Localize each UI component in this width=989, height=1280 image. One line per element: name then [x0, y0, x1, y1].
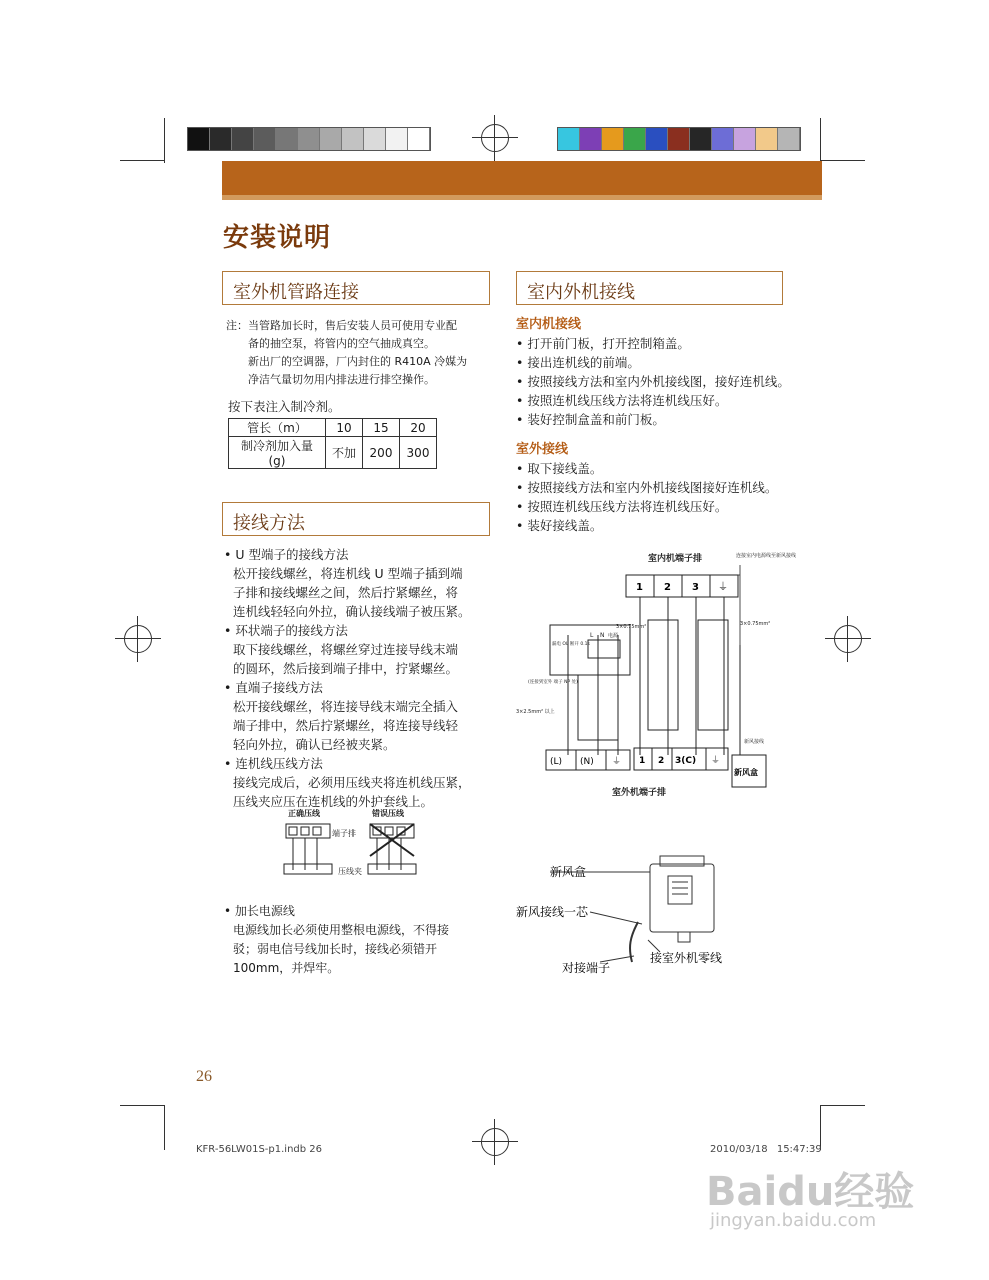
fresh-air-figure	[510, 852, 770, 982]
method-body: 连机线轻轻向外拉，确认接线端子被压紧。	[233, 604, 471, 619]
color-swatch	[210, 128, 232, 150]
neutral-caption: 接室外机零线	[650, 951, 723, 965]
method-head: • 直端子接线方法	[224, 680, 323, 695]
section-title-pipe: 室外机管路连接	[222, 271, 490, 305]
outdoor-term-ground-left: ⏚	[612, 757, 622, 767]
list-item: • 打开前门板，打开控制箱盖。	[516, 334, 816, 353]
np-note: (连接到室外 端子 NP 处)	[528, 680, 578, 685]
refrigerant-table	[228, 418, 437, 469]
method-head: • 连机线压线方法	[224, 756, 323, 771]
outdoor-term-ground-right: ⏚	[711, 756, 721, 766]
wire-bundle	[550, 565, 740, 755]
table-cell: 20	[400, 419, 437, 437]
color-swatch	[712, 128, 734, 150]
crop-mark	[820, 1105, 865, 1106]
outdoor-term-3c: 3(C)	[675, 756, 697, 766]
cable-label-2: 3×0.75mm²	[740, 621, 771, 627]
table-cell: 200	[363, 437, 400, 469]
color-swatch	[624, 128, 646, 150]
outdoor-term-n: (N)	[580, 757, 594, 767]
method-body: 的圆环，然后接到端子排中，拧紧螺丝。	[233, 661, 459, 676]
outdoor-term-2: 2	[658, 756, 665, 766]
clamp-label: 压线夹	[338, 867, 362, 876]
list-item: • 按照连机线压线方法将连机线压好。	[516, 497, 816, 516]
color-swatch	[188, 128, 210, 150]
list-item: • 按照接线方法和室内外机接线图接好连机线。	[516, 478, 816, 497]
color-swatch	[602, 128, 624, 150]
page-title: 安装说明	[223, 223, 332, 253]
color-swatch	[232, 128, 254, 150]
list-item: • 装好接线盖。	[516, 516, 816, 535]
grayscale-bar	[187, 127, 431, 151]
section-title-wiring: 接线方法	[222, 502, 490, 536]
crop-mark	[820, 118, 821, 163]
method-body: 压线夹应压在连机线的外护套线上。	[233, 794, 434, 809]
header-banner	[222, 161, 822, 200]
indoor-term-3: 3	[692, 582, 699, 593]
indoor-strip-label: 室内机端子排	[648, 554, 703, 564]
color-swatch	[690, 128, 712, 150]
footer-file: KFR-56LW01S-p1.indb 26	[196, 1144, 323, 1155]
wiring-methods	[224, 545, 499, 811]
crop-mark	[164, 118, 165, 163]
watermark-logo: Baidu经验	[706, 1169, 915, 1215]
list-item: • 接出连机线的前端。	[516, 353, 816, 372]
footer-date-text: 2010/03/18	[710, 1144, 768, 1155]
method-body: 轻向外拉，确认已经被夹紧。	[233, 737, 396, 752]
method-body: 子排和接线螺丝之间，然后拧紧螺丝，将	[233, 585, 459, 600]
note-line: 新出厂的空调器，厂内封住的 R410A 冷媒为	[248, 355, 468, 368]
cable-label-3: 3×2.5mm² 以上	[516, 709, 555, 715]
color-swatch	[756, 128, 778, 150]
color-swatch	[668, 128, 690, 150]
outdoor-term-1: 1	[639, 756, 646, 766]
color-swatch	[364, 128, 386, 150]
color-swatch	[734, 128, 756, 150]
clamp-wrong-label: 错误压线	[372, 809, 404, 818]
registration-mark-bottom	[481, 1128, 509, 1156]
connector-caption: 对接端子	[562, 961, 611, 975]
power-label: 电源	[608, 633, 619, 639]
table-row	[229, 437, 437, 469]
crop-mark	[820, 160, 865, 161]
method-body: 接线完成后，必须用压线夹将连机线压紧，	[233, 775, 471, 790]
pipe-note	[226, 317, 496, 389]
table-cell: 10	[326, 419, 363, 437]
outdoor-list	[516, 459, 816, 535]
page-number: 26	[196, 1068, 212, 1085]
power-section	[224, 902, 494, 978]
power-body: 驳；弱电信号线加长时，接线必须错开	[233, 942, 438, 956]
clamp-correct-label: 正确压线	[288, 809, 320, 818]
method-head: • 环状端子的接线方法	[224, 623, 348, 638]
color-bar	[557, 127, 801, 151]
note-line: 净洁气量切勿用内排法进行排空操作。	[248, 373, 435, 386]
top-note: 连接室内电源线至新风接线	[736, 553, 797, 559]
note-line: 备的抽空泵，将管内的空气抽成真空。	[248, 337, 435, 350]
indoor-term-2: 2	[664, 582, 671, 593]
color-swatch	[386, 128, 408, 150]
crop-mark	[164, 1105, 165, 1150]
indoor-head: 室内机接线	[516, 317, 582, 332]
list-item: • 取下接线盖。	[516, 459, 816, 478]
outdoor-strip-label: 室外机端子排	[612, 788, 667, 798]
method-body: 取下接线螺丝，将螺丝穿过连接导线末端	[233, 642, 459, 657]
power-head: • 加长电源线	[224, 904, 295, 918]
color-swatch	[320, 128, 342, 150]
registration-mark-top	[481, 124, 509, 152]
registration-mark-left	[124, 625, 152, 653]
list-item: • 按照接线方法和室内外机接线图，接好连机线。	[516, 372, 816, 391]
fresh-box-caption: 新风盒	[550, 865, 587, 879]
indoor-wiring	[516, 315, 816, 429]
power-body: 100mm，并焊牢。	[233, 961, 340, 975]
indoor-list	[516, 334, 816, 429]
color-swatch	[276, 128, 298, 150]
method-body: 端子排中，然后拧紧螺丝，将连接导线轻	[233, 718, 459, 733]
table-cell: 不加	[326, 437, 363, 469]
cable-label-1: 3×0.75mm²	[616, 624, 647, 630]
color-swatch	[342, 128, 364, 150]
wiring-diagram	[508, 545, 798, 805]
table-row	[229, 419, 437, 437]
method-body: 松开接线螺丝，将连接导线末端完全插入	[233, 699, 459, 714]
l-label: L	[590, 632, 594, 639]
n-label: N	[600, 632, 605, 639]
color-swatch	[298, 128, 320, 150]
note-line: 注：当管路加长时，售后安装人员可使用专业配	[226, 319, 457, 332]
breaker-note: 漏电 OL 断开 0.1s	[552, 642, 590, 647]
fresh-wire-note: 新风接线	[744, 739, 765, 745]
list-item: • 按照连机线压线方法将连机线压好。	[516, 391, 816, 410]
crop-mark	[120, 160, 165, 161]
method-body: 松开接线螺丝，将连机线 U 型端子插到端	[233, 566, 463, 581]
fresh-box-label: 新风盒	[734, 768, 758, 777]
terminal-label: 端子排	[332, 829, 356, 838]
indoor-term-ground: ⏚	[718, 582, 728, 593]
color-swatch	[778, 128, 800, 150]
table-cell: 管长（m）	[229, 419, 326, 437]
table-cell: 制冷剂加入量 (g)	[229, 437, 326, 469]
outdoor-head: 室外接线	[516, 442, 569, 457]
color-swatch	[254, 128, 276, 150]
method-head: • U 型端子的接线方法	[224, 547, 349, 562]
footer-time-text: 15:47:39	[776, 1144, 822, 1155]
clamp-diagram	[280, 806, 440, 888]
watermark-url: jingyan.baidu.com	[710, 1210, 877, 1231]
footer-date	[710, 1144, 822, 1155]
color-swatch	[580, 128, 602, 150]
power-body: 电源线加长必须使用整根电源线，不得接	[233, 923, 450, 937]
color-swatch	[558, 128, 580, 150]
section-title-indoor-outdoor: 室内外机接线	[516, 271, 783, 305]
clamp-correct	[284, 824, 332, 874]
fresh-core-caption: 新风接线一芯	[516, 905, 589, 919]
list-item: • 装好控制盒盖和前门板。	[516, 410, 816, 429]
refrigerant-intro: 按下表注入制冷剂。	[228, 399, 341, 414]
outdoor-wiring	[516, 440, 816, 535]
color-swatch	[646, 128, 668, 150]
color-swatch	[408, 128, 430, 150]
clamp-wrong	[368, 824, 416, 874]
table-cell: 15	[363, 419, 400, 437]
indoor-term-1: 1	[636, 582, 643, 593]
crop-mark	[120, 1105, 165, 1106]
registration-mark-right	[834, 625, 862, 653]
outdoor-term-l: (L)	[550, 757, 563, 767]
table-cell: 300	[400, 437, 437, 469]
